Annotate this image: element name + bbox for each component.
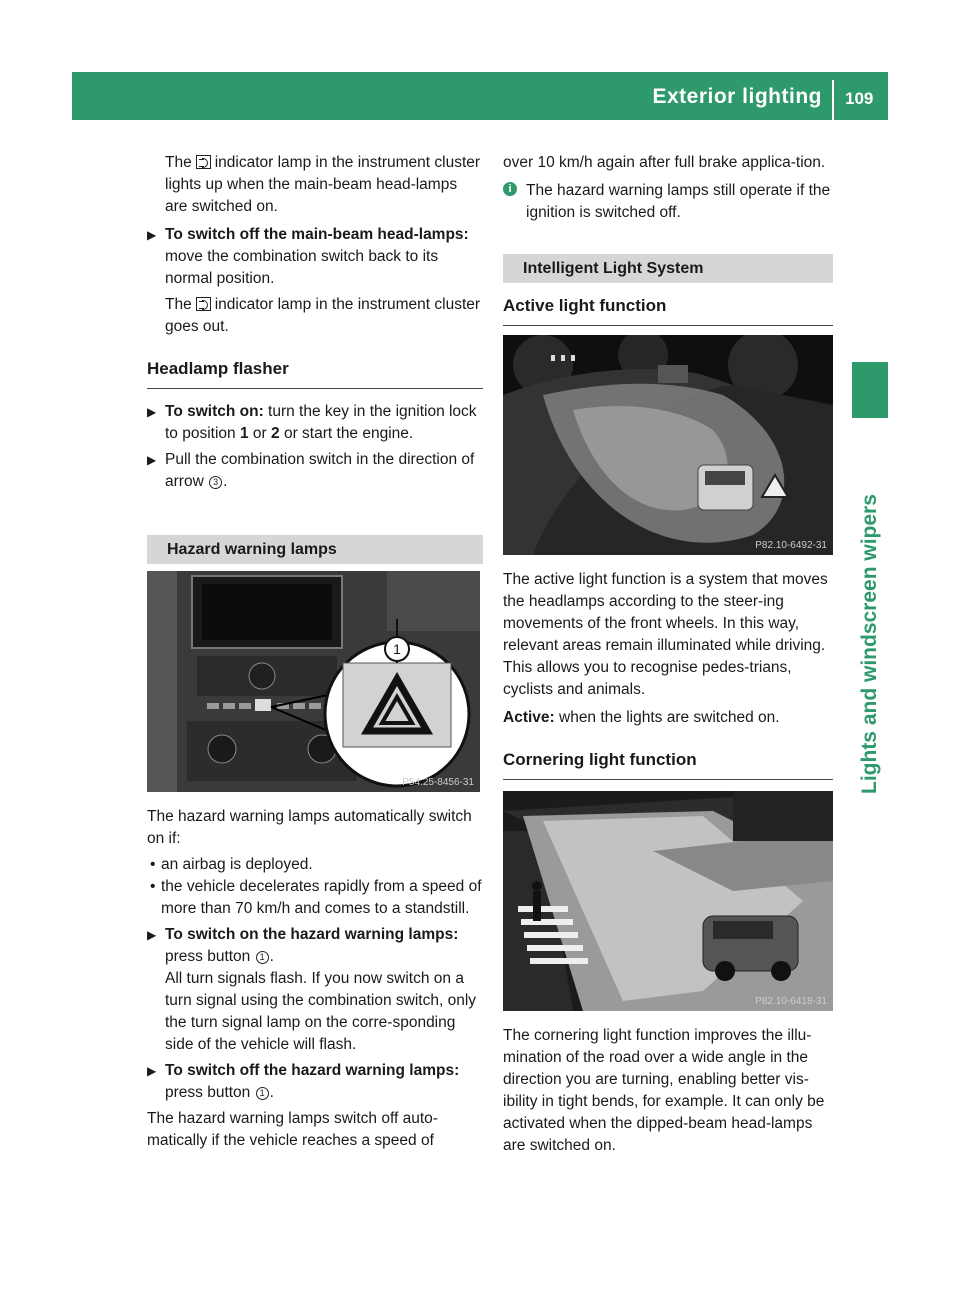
figure-code: P54.25-8456-31 (402, 777, 474, 788)
callout-number: 1 (393, 641, 401, 657)
callout-ref: 1 (256, 1087, 269, 1100)
active-light-heading: Active light function (503, 295, 833, 326)
cornering-light-illustration (503, 791, 833, 1011)
hazard-section-heading: Hazard warning lamps (147, 535, 483, 564)
cornering-light-description: The cornering light function improves the illu-mination of the road over a wide angle in the direction you are turning, enabling better vis-ibility in tight bends, for example. It can only be activated when the dipped-beam head-lamps are switched on. (503, 1027, 825, 1154)
chapter-title: Exterior lighting (652, 85, 822, 108)
arrow-marker-icon: ▶ (147, 228, 157, 242)
list-item: • the vehicle decelerates rapidly from a speed of more than 70 km/h and comes to a standstill. (150, 878, 482, 917)
dashboard-illustration (147, 571, 480, 792)
callout-ref: 3 (209, 476, 222, 489)
step-switch-off-main-beam: ▶ To switch off the main-beam head-lamps: move the combination switch back to its normal position. (147, 226, 469, 287)
cornering-light-heading: Cornering light function (503, 749, 833, 780)
info-note: i The hazard warning lamps still operate if the ignition is switched off. (503, 180, 833, 224)
cornering-light-figure (503, 791, 833, 1011)
arrow-marker-icon: ▶ (147, 405, 157, 419)
active-light-description: The active light function is a system that moves the headlamps according to the steer-ing movements of the front wheels. In this way, relevant areas remain illuminated while driving. This allows you to recognise pedes-trians, cyclists and animals. (503, 571, 828, 698)
beam-indicator-out-note: The indicator lamp in the instrument cluster goes out. (165, 296, 481, 335)
figure-code: P82.10-6418-31 (755, 996, 827, 1007)
step-hazard-off: ▶ To switch off the hazard warning lamps: press button 1 . (147, 1062, 460, 1101)
continued-text: over 10 km/h again after full brake applica-tion. (503, 154, 826, 171)
left-column (147, 152, 483, 1152)
beam-indicator-note: The indicator lamp in the instrument cluster lights up when the main-beam head-lamps are switched on. (165, 154, 481, 215)
list-item: • an airbag is deployed. (150, 856, 313, 873)
right-column (503, 152, 833, 1157)
callout-ref: 1 (256, 951, 269, 964)
arrow-marker-icon: ▶ (147, 1064, 157, 1078)
hazard-intro: The hazard warning lamps automatically switch on if: (147, 808, 472, 847)
arrow-marker-icon: ▶ (147, 453, 157, 467)
hazard-switch-figure (147, 571, 480, 792)
figure-code: P82.10-6492-31 (755, 540, 827, 551)
step-flasher-pull: ▶ Pull the combination switch in the direction of arrow 3 . (147, 451, 475, 490)
active-light-illustration (503, 335, 833, 555)
main-beam-indicator-icon (196, 155, 211, 169)
active-status: Active: when the lights are switched on. (503, 709, 780, 726)
step-hazard-on: ▶ To switch on the hazard warning lamps: press button 1 . All turn signals flash. If you now switch on a turn signal using the combination switch, only the turn signal lamp on the corre-sponding side of the vehicle will flash. (147, 926, 477, 1053)
ils-section-heading: Intelligent Light System (503, 254, 833, 283)
headlamp-flasher-heading: Headlamp flasher (147, 358, 483, 389)
arrow-marker-icon: ▶ (147, 928, 157, 942)
page-number: 109 (845, 89, 874, 108)
hazard-auto-off-text: The hazard warning lamps switch off auto-matically if the vehicle reaches a speed of (147, 1110, 438, 1149)
chapter-tab (852, 362, 888, 418)
main-beam-indicator-icon (196, 297, 211, 311)
active-light-figure (503, 335, 833, 555)
header-divider (832, 80, 834, 120)
info-icon: i (503, 182, 517, 196)
step-flasher-switch-on: ▶ To switch on: turn the key in the ignition lock to position 1 or 2 or start the engine. (147, 403, 477, 442)
